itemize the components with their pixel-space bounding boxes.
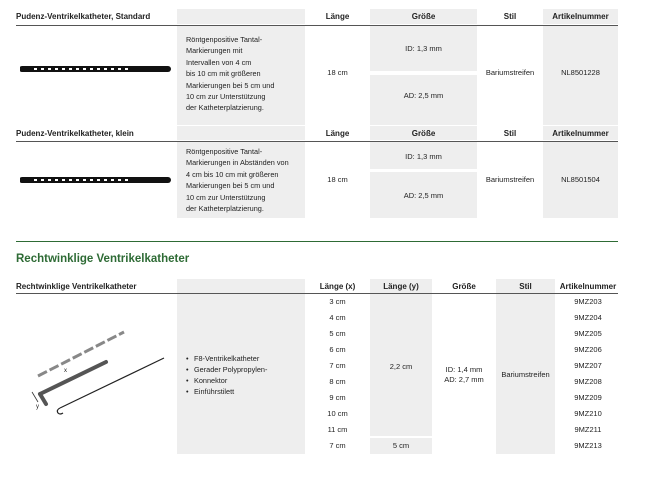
length-y-value: 2,2 cm (389, 362, 413, 371)
table-row: 9MZ203 (574, 297, 602, 306)
table-row: 9MZ211 (574, 425, 602, 434)
feature-list (186, 353, 267, 397)
article-column (555, 297, 621, 457)
table-row: 6 cm (329, 345, 346, 354)
table-row: 9MZ209 (574, 393, 602, 402)
style-value: Bariumstreifen (485, 68, 535, 77)
length-value: 18 cm (327, 68, 348, 77)
outer-diameter: AD: 2,7 mm (444, 375, 484, 384)
table-row: 9MZ213 (574, 441, 602, 450)
header-style: Stil (503, 12, 517, 21)
header-article: Artikelnummer (559, 282, 617, 291)
table-row: 9MZ205 (574, 329, 602, 338)
table-title: Rechtwinklige Ventrikelkatheter (16, 282, 137, 291)
table-row: 4 cm (329, 313, 346, 322)
article-number: NL8501504 (561, 175, 600, 184)
table-row: 9MZ206 (574, 345, 602, 354)
list-item: • F8-Ventrikelkatheter (186, 353, 267, 364)
article-number: NL8501228 (561, 68, 600, 77)
catheter-image (20, 173, 172, 187)
product-description: Röntgenpositive Tantal- Markierungen in Abständen von 4 cm bis 10 cm mit größeren Markierungen bei 5 cm und 10 cm zur Unterstützung der Katheterplatzierung. (186, 147, 289, 214)
style-value: Bariumstreifen (485, 175, 535, 184)
diagram-label-y: y (36, 404, 39, 410)
outer-diameter: AD: 2,5 mm (403, 91, 444, 100)
table-row: 10 cm (327, 409, 348, 418)
header-length-x: Länge (x) (319, 282, 356, 291)
inner-diameter: ID: 1,4 mm (445, 365, 483, 374)
table-row: 9MZ207 (574, 361, 602, 370)
table-title: Pudenz-Ventrikelkatheter, klein (16, 129, 134, 138)
catheter-image (20, 62, 172, 76)
header-article: Artikelnummer (552, 12, 609, 21)
table-row: 9MZ210 (574, 409, 602, 418)
table-row: 3 cm (329, 297, 346, 306)
list-item-continued: • Konnektor (186, 375, 267, 386)
header-length: Länge (325, 129, 350, 138)
diagram-label-x: x (64, 368, 67, 374)
list-item: • Einführstilett (186, 386, 267, 397)
table-row: 9 cm (329, 393, 346, 402)
header-size: Größe (452, 282, 476, 291)
table-row: 7 cm (329, 361, 346, 370)
header-size: Größe (411, 129, 436, 138)
table-row: 8 cm (329, 377, 346, 386)
length-value: 18 cm (327, 175, 348, 184)
outer-diameter: AD: 2,5 mm (403, 191, 444, 200)
table-row: 7 cm (329, 441, 346, 450)
table-title: Pudenz-Ventrikelkatheter, Standard (16, 12, 151, 21)
header-length-y: Länge (y) (383, 282, 419, 291)
inner-diameter: ID: 1,3 mm (405, 152, 442, 161)
table-row: 9MZ204 (574, 313, 602, 322)
header-style: Stil (503, 129, 517, 138)
length-y-value-last: 5 cm (392, 441, 410, 450)
right-angle-catheter-image (24, 322, 174, 418)
length-x-column (305, 297, 370, 457)
product-description: Röntgenpositive Tantal- Markierungen mit Intervallen von 4 cm bis 10 cm mit größeren Markierungen bei 5 cm und 10 cm zur Unterstützung der Katheterplatzierung. (186, 35, 275, 113)
table-row: 9MZ208 (574, 377, 602, 386)
table-row: 11 cm (327, 425, 348, 434)
header-style: Stil (519, 282, 532, 291)
inner-diameter: ID: 1,3 mm (405, 44, 442, 53)
section-title: Rechtwinklige Ventrikelkatheter (16, 253, 190, 265)
section-divider (16, 241, 618, 242)
table-row: 5 cm (329, 329, 346, 338)
header-size: Größe (411, 12, 436, 21)
header-article: Artikelnummer (552, 129, 609, 138)
header-length: Länge (325, 12, 350, 21)
style-value: Bariumstreifen (501, 370, 550, 379)
list-item: • Gerader Polypropylen- (186, 364, 267, 375)
